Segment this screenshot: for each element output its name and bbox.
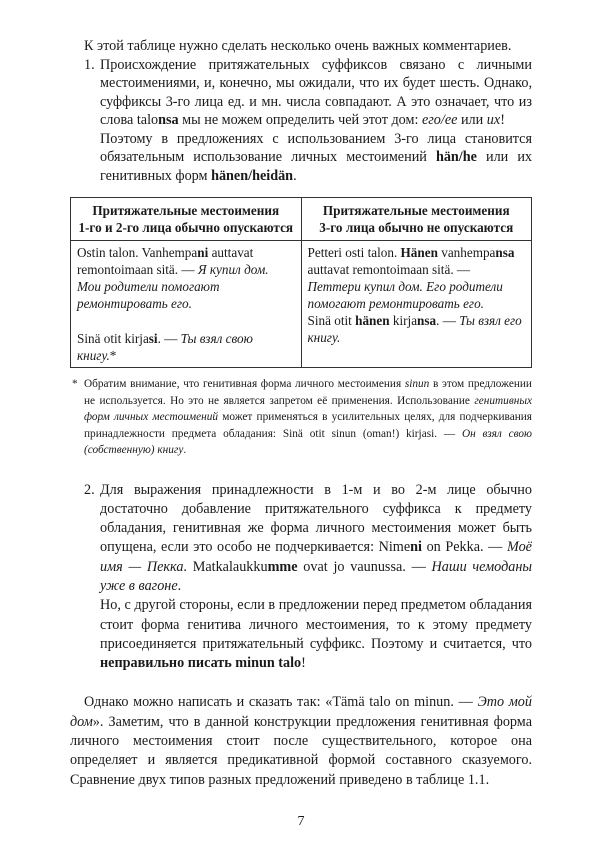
closing-paragraph	[70, 693, 532, 789]
text-run: Sinä otit kirja	[77, 331, 149, 346]
text-run: *	[109, 348, 117, 363]
header-line: Притяжательные местоимения	[92, 203, 280, 218]
item-paragraph	[100, 130, 532, 186]
possessive-pronoun-table	[70, 197, 532, 368]
item-number: 2.	[84, 481, 95, 498]
text-run: Ostin talon. Vanhempa	[77, 245, 198, 260]
text-run: .	[293, 167, 297, 184]
text-run: !	[500, 112, 505, 128]
text-run: в этом предложении не используется. Но это не является запретом её применения. Использование	[84, 378, 532, 407]
text-run: .	[177, 577, 182, 594]
text-run: Для выражения принадлежности в 1-м и во 2-м лице обычно достаточно добавление притяжательного суффикса к предмету обладания, генитивная же форма личного местоимения может быть опущена, если это особо не подчеркивается: Nime	[100, 481, 532, 556]
italic-text: его/ее	[421, 112, 458, 128]
bold-text: nsa	[495, 245, 515, 260]
text-run: может применяться в усилительных целях, для подчеркивания принадлежности предмета обладания: Sinä otit sinun (oman!) kirjasi. —	[84, 411, 532, 440]
item-paragraph	[100, 481, 532, 597]
italic-text: Наши чемоданы уже в вагоне	[100, 558, 533, 594]
example	[308, 312, 526, 346]
text-run: мы не можем определить чей этот дом:	[178, 112, 422, 128]
example	[77, 244, 295, 312]
italic-text: Ты взял свою книгу.	[77, 331, 253, 363]
header-line: 1-го и 2-го лица обычно опускаются	[78, 220, 294, 235]
footnote-text	[84, 376, 532, 459]
table-header	[301, 198, 532, 241]
text-run: или	[457, 112, 487, 128]
table-header	[71, 198, 302, 241]
text-run: К этой таблице нужно сделать несколько очень важных комментариев.	[84, 38, 512, 54]
header-line: Притяжательные местоимения	[322, 203, 510, 218]
text-run: Petteri osti talon.	[307, 245, 401, 260]
page-number: 7	[297, 813, 305, 829]
table-cell	[301, 241, 532, 368]
text-run: . —	[436, 313, 460, 328]
text-run: или их генитивных форм	[100, 149, 533, 184]
text-run: . —	[157, 331, 181, 346]
italic-text: Моё имя — Пекка	[100, 539, 532, 575]
bold-text: неправильно писать minun talo	[100, 655, 302, 672]
bold-text: hänen/heidän	[211, 167, 294, 184]
bold-text: mme	[267, 558, 298, 575]
text-run: ovat jo vaunussa. —	[297, 558, 432, 575]
bold-text: ni	[410, 539, 422, 556]
item-number: 1.	[84, 56, 95, 73]
text-run: ». Заметим, что в данной конструкции предложения генитивная форма личного местоимения стоит после существительного, которое она определяет и является предикативной формой составного сказуемого. Сравнение двух типов разных предложений приведено в таблице 1.1.	[70, 713, 532, 788]
example	[77, 330, 295, 364]
italic-text: Ты взял его книгу.	[307, 313, 522, 345]
italic-text: Он взял свою (собственную) книгу	[84, 427, 532, 456]
table-row	[71, 241, 532, 368]
bold-text: hän/he	[435, 149, 477, 165]
bold-text: ni	[197, 245, 209, 260]
italic-text: их	[486, 112, 501, 128]
italic-text: Петтери купил дом. Его родители помогают ремонтировать его.	[307, 279, 503, 311]
item-paragraph	[100, 596, 532, 673]
example	[308, 244, 526, 312]
text-run: kirja	[389, 313, 418, 328]
text-run: . Matkalaukku	[183, 558, 268, 575]
bold-text: Hänen	[400, 245, 438, 260]
table-header-row	[71, 198, 532, 241]
text-run: Sinä otit	[307, 313, 356, 328]
footnote-marker: *	[72, 378, 78, 390]
italic-text: Я купил дом. Мои родители помогают ремонтировать его.	[77, 262, 269, 311]
bold-text: nsa	[158, 112, 179, 128]
table-cell	[71, 241, 302, 368]
header-line: 3-го лица обычно не опускаются	[319, 220, 514, 235]
text-run: auttavat remontoimaan sitä. —	[307, 262, 471, 277]
text-run: Поэтому в предложениях с использованием 3-го лица становится обязательным использование личных местоимений	[100, 130, 532, 165]
text-run: vanhempa	[437, 245, 496, 260]
text-run: Происхождение притяжательных суффиксов связано с личными местоимениями, и, конечно, мы ожидали, что их будет шесть. Однако, суффиксы 3-го лица ед. и мн. числа совпадают. А это означает, что из слова talo	[100, 56, 532, 128]
bold-text: si	[148, 331, 158, 346]
text-run: Однако можно написать и сказать так: «Tämä talo on minun. —	[84, 694, 478, 711]
comment-item-2	[84, 481, 532, 674]
text-run: on Pekka. —	[421, 539, 507, 556]
text-run: .	[183, 444, 187, 456]
text-run: auttavat remontoimaan sitä. —	[77, 245, 254, 277]
text-run: Но, с другой стороны, если в предложении перед предметом обладания стоит форма генитива личного местоимения, то к этому предмету присоединяется притяжательный суффикс. Поэтому и считается, что	[100, 597, 532, 652]
italic-text: sinun	[404, 378, 430, 390]
italic-text: Это мой дом	[70, 694, 532, 730]
footnote	[70, 376, 532, 459]
item-paragraph	[100, 56, 532, 130]
comment-item-1	[84, 56, 532, 186]
bold-text: hänen	[355, 313, 390, 328]
bold-text: nsa	[417, 313, 437, 328]
intro-sentence	[84, 37, 532, 56]
italic-text: генитивных форм личных местоимений	[84, 394, 532, 423]
text-run: Обратим внимание, что генитивная форма личного местоимения	[84, 378, 405, 390]
text-run: !	[301, 655, 306, 672]
